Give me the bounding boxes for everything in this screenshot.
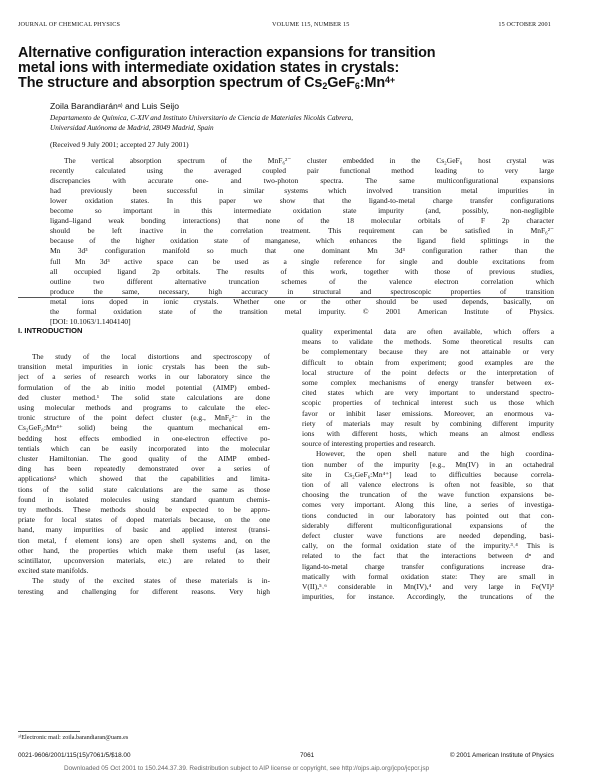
body-text-line: The study of the local distortions and spectroscopy of: [32, 352, 270, 361]
body-text-line: V(II),⁵˒⁶ considerable in Mn(IV),⁴ and very large in Fe(VI)³: [302, 582, 554, 591]
title-line-2: metal ions with intermediate oxidation states in crystals:: [18, 60, 400, 76]
footnote-mark: a): [117, 102, 123, 109]
author-name: and Luis Seijo: [122, 101, 179, 111]
body-text-line: quality experimental data are often available, which offers a: [302, 327, 554, 336]
body-text-line: try methods. These methods should be expected to be appro-: [18, 505, 270, 514]
abstract-line: discrepancies with accurate one- and two-photon spectra. The same multiconfigurational expansions: [50, 176, 554, 186]
body-text-line: related to the fact that the interactions between dⁿ and: [302, 551, 554, 561]
abstract-line: should be left inactive in the correlation treatment. This requirement can be satisfied in MnF₆²⁻: [50, 226, 554, 236]
body-text-line: hand, many impurities of basic and applied interest (transi-: [18, 525, 270, 535]
body-text-line: ding has been repeatedly demonstrated over a series of: [18, 464, 270, 474]
abstract-line: recently calculated using the averaged coupled pair functional method leading to very large: [50, 166, 554, 176]
abstract-line: because of the higher oxidation state of manganese, which enhances the ligand field splittings in the: [50, 236, 554, 246]
body-text-line: excited state manifolds.: [18, 566, 89, 576]
page-number: 7061: [300, 752, 315, 759]
body-text-line: comes very important. Along this line, a series of investiga-: [302, 500, 554, 510]
body-text-line: impurities, for instance. Accordingly, the truncations of the: [302, 592, 554, 602]
received-dates: (Received 9 July 2001; accepted 27 July 2001): [50, 140, 189, 149]
body-text-line: ject of a series of research works in our laboratory since the: [18, 372, 270, 382]
body-text-line: tion metal, f element ions) are open shell systems and, on the: [18, 535, 270, 545]
body-text-line: bedding host effects embodied in one-electron effective po-: [18, 433, 270, 443]
running-head-date: 15 OCTOBER 2001: [498, 21, 551, 28]
abstract-line: metal ions doped in ionic crystals. Whether one or the other should be used depends, basically, on: [50, 296, 554, 306]
body-text-line: priate for local states of doped materials because, on the one: [18, 515, 270, 525]
affiliation-line-1: Departamento de Química, C-XIV and Instituto Universitario de Ciencia de Materiales Nicolás Cabrera,: [50, 114, 354, 122]
title-line-1: Alternative configuration interaction expansions for transition: [18, 45, 436, 61]
body-text-line: transition metal impurities in ionic crystals has been the sub-: [18, 362, 270, 372]
body-text-line: using molecular methods and programs to calculate the elec-: [18, 403, 270, 412]
abstract-line: lower oxidation states. In this paper we show that the ligand-to-metal charge transfer configurations: [50, 196, 554, 206]
body-text-line: cally, on the formal oxidation state of the impurity.³˒⁴ This is: [302, 541, 554, 551]
body-text-line: defect cluster wave functions are needed depending, basi-: [302, 531, 554, 540]
author-name: Zoila Barandiarán: [50, 101, 118, 111]
body-text-line: tions of the solid state calculations are the same as those: [18, 484, 270, 494]
body-text-line: difficult to obtain from experiment; good examples are the: [302, 357, 554, 367]
title-line-3: The structure and absorption spectrum of $Cs2GeF6:Mn^{4+}$: [18, 74, 395, 92]
body-text-line: However, the open shell nature and the high coordina-: [316, 449, 554, 459]
body-text-line: tronic structure of the point defect cluster (e.g., MnF₆²⁻ in the: [18, 413, 270, 423]
abstract-line: produce the same, necessary, high accuracy in structural and spectroscopic properties of transition: [50, 286, 554, 296]
body-text-line: Cs₂GeF₆:Mn⁴⁺ solid) being the quantum mechanical em-: [18, 423, 270, 433]
body-text-line: found in isolated molecules using standard quantum chemis-: [18, 494, 270, 504]
abstract-line: ligand–ligand weak bonding interactions) that none of the 18 molecular orbitals of F 2p character: [50, 216, 554, 226]
body-text-line: tion number of the impurity [e.g., Mn(IV) in an octahedral: [302, 459, 554, 469]
body-text-line: other hand, the properties which make them useful (as laser,: [18, 545, 270, 555]
body-text-line: local structure of the point defects or the interpretation of: [302, 367, 554, 377]
running-head-journal: JOURNAL OF CHEMICAL PHYSICS: [18, 21, 121, 28]
abstract-line: had previously been successful in similar systems which involved transition metal impurities in: [50, 186, 554, 196]
body-text-line: matically with formal oxidation state: They are small in: [302, 571, 554, 581]
footnote: ᵃ⁾Electronic mail: zoila.barandiaran@uam.es: [18, 734, 129, 741]
body-text-line: siderably different multiconfigurational expansions of the: [302, 520, 554, 530]
body-text-line: scopic properties of technical interest such us those which: [302, 398, 554, 408]
body-text-line: some complex mechanisms of energy transfer between ex-: [302, 378, 554, 387]
body-text-line: The study of the excited states of these materials is in-: [32, 576, 270, 586]
author-list: [50, 101, 179, 111]
abstract-line: become so important in this intermediate oxidation state impurity (and, possibly, non-negligible: [50, 206, 554, 216]
section-heading: I. INTRODUCTION: [18, 326, 83, 335]
body-text-line: formulation of the ab initio model potential (AIMP) embed-: [18, 382, 270, 392]
abstract-line: all occupied ligand 2p orbitals. The results of this work, together with those of previous studies,: [50, 266, 554, 276]
body-text-line: applications² which showed that the capabilities and limita-: [18, 474, 270, 484]
abstract-line: outline two different alternative truncation schemes of the valence electron correlation which: [50, 276, 554, 286]
body-text-line: tion of all valence electrons is often not feasible, so that: [302, 480, 554, 489]
abstract-line: The vertical absorption spectrum of the MnF₆²⁻ cluster embedded in the Cs₂GeF₆ host crystal was: [64, 156, 554, 165]
body-text-line: cluster Hamiltonian. The good quality of the AIMP embed-: [18, 454, 270, 463]
footer-issn: 0021-9606/2001/115(15)/7061/5/$18.00: [18, 752, 131, 759]
download-notice: Downloaded 05 Oct 2001 to 150.244.37.39. Redistribution subject to AIP license or copyright, see http://ojps.aip.org/jcpo/jcpcr.jsp: [64, 765, 430, 772]
body-text-line: teresting and challenging for different reasons. Very high: [18, 586, 270, 596]
body-text-line: means to validate the methods. Some theoretical results can: [302, 337, 554, 347]
body-text-line: tions conducted in our laboratory has pointed out that con-: [302, 510, 554, 520]
body-text-line: ligand-to-metal charge transfer configurations increase dra-: [302, 561, 554, 571]
body-text-line: favor or inhibit laser emissions. Moreover, an enormous va-: [302, 408, 554, 418]
affiliation-line-2: Universidad Autónoma de Madrid, 28049 Madrid, Spain: [50, 124, 214, 132]
abstract-line: the formal oxidation state of the transition metal impurity. © 2001 American Institute of Physics.: [50, 306, 554, 316]
body-text-line: be complementary because they are not attainable or very: [302, 347, 554, 357]
body-text-line: riety of materials may result by combining different impurity: [302, 418, 554, 428]
body-text-line: source of interesting properties and research.: [302, 439, 436, 449]
abstract-line: full Mn 3d³ active space can be used as a single reference for single and double excitations from: [50, 256, 554, 266]
body-text-line: scintillator, upconversion materials, etc.) are related to their: [18, 556, 270, 565]
body-text-line: cited states which are very important to understand spectro-: [302, 388, 554, 398]
body-text-line: ions with different hosts, which means an almost endless: [302, 429, 554, 438]
body-text-line: tentials which can be easily incorporated into the molecular: [18, 443, 270, 453]
footnote-rule: [18, 731, 80, 732]
footer-copyright: © 2001 American Institute of Physics: [449, 752, 554, 759]
abstract-line: [DOI: 10.1063/1.1404140]: [50, 316, 131, 326]
running-head-volume: VOLUME 115, NUMBER 15: [272, 21, 350, 28]
section-divider: [18, 297, 554, 298]
body-text-line: choosing the truncation of the wave function expansions be-: [302, 490, 554, 500]
abstract-line: Mn 3d³ configuration manifold so much that one dominant Mn 3d³ configuration rather than the: [50, 246, 554, 256]
body-text-line: ded cluster method.¹ The solid state calculations are done: [18, 392, 270, 402]
body-text-line: site in Cs₂GeF₆:Mn⁴⁺] lead to difficulties because correla-: [302, 469, 554, 479]
